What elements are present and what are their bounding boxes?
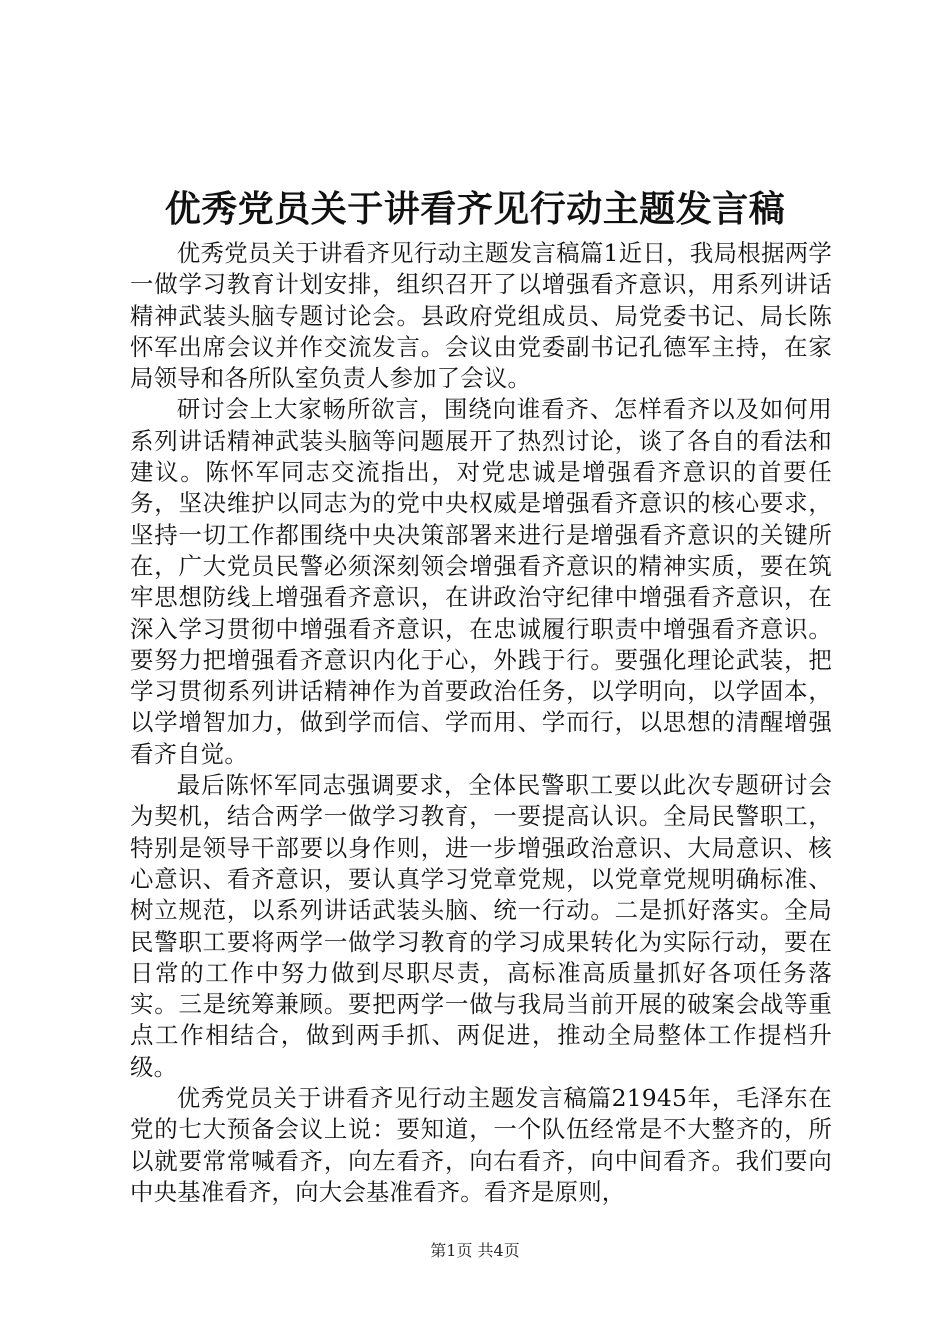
paragraph-1: 优秀党员关于讲看齐见行动主题发言稿篇1近日，我局根据两学一做学习教育计划安排，组织召开了以增强看齐意识，用系列讲话精神武装头脑专题讨论会。县政府党组成员、局党委书记、局长陈怀军出席会议并作交流发言。会议由党委副书记孔德军主持，在家局领导和各所队室负责人参加了会议。 (130, 239, 832, 393)
paragraph-4: 优秀党员关于讲看齐见行动主题发言稿篇21945年，毛泽东在党的七大预备会议上说：要知道，一个队伍经常是不大整齐的，所以就要常常喊看齐，向左看齐，向右看齐，向中间看齐。我们要向中央基准看齐，向大会基准看齐。看齐是原则， (130, 1084, 832, 1206)
paragraph-3: 最后陈怀军同志强调要求，全体民警职工要以此次专题研讨会为契机，结合两学一做学习教育，一要提高认识。全局民警职工，特别是领导干部要以身作则，进一步增强政治意识、大局意识、核心意识、看齐意识，要认真学习党章党规，以党章党规明确标准、树立规范，以系列讲话武装头脑、统一行动。二是抓好落实。全局民警职工要将两学一做学习教育的学习成果转化为实际行动，要在日常的工作中努力做到尽职尽责，高标准高质量抓好各项任务落实。三是统筹兼顾。要把两学一做与我局当前开展的破案会战等重点工作相结合，做到两手抓、两促进，推动全局整体工作提档升级。 (130, 771, 832, 1081)
document-title: 优秀党员关于讲看齐见行动主题发言稿 (164, 188, 786, 230)
paragraph-2: 研讨会上大家畅所欲言，围绕向谁看齐、怎样看齐以及如何用系列讲话精神武装头脑等问题展开了热烈讨论，谈了各自的看法和建议。陈怀军同志交流指出，对党忠诚是增强看齐意识的首要任务，坚决维护以同志为的党中央权威是增强看齐意识的核心要求，坚持一切工作都围绕中央决策部署来进行是增强看齐意识的关键所在，广大党员民警必须深刻领会增强看齐意识的精神实质，要在筑牢思想防线上增强看齐意识，在讲政治守纪律中增强看齐意识，在深入学习贯彻中增强看齐意识，在忠诚履行职责中增强看齐意识。要努力把增强看齐意识内化于心，外践于行。要强化理论武装，把学习贯彻系列讲话精神作为首要政治任务，以学明向，以学固本，以学增智加力，做到学而信、学而用、学而行，以思想的清醒增强看齐自觉。 (130, 395, 832, 768)
document-body (130, 238, 832, 1208)
page-footer: 第1页 共4页 (430, 1241, 520, 1260)
